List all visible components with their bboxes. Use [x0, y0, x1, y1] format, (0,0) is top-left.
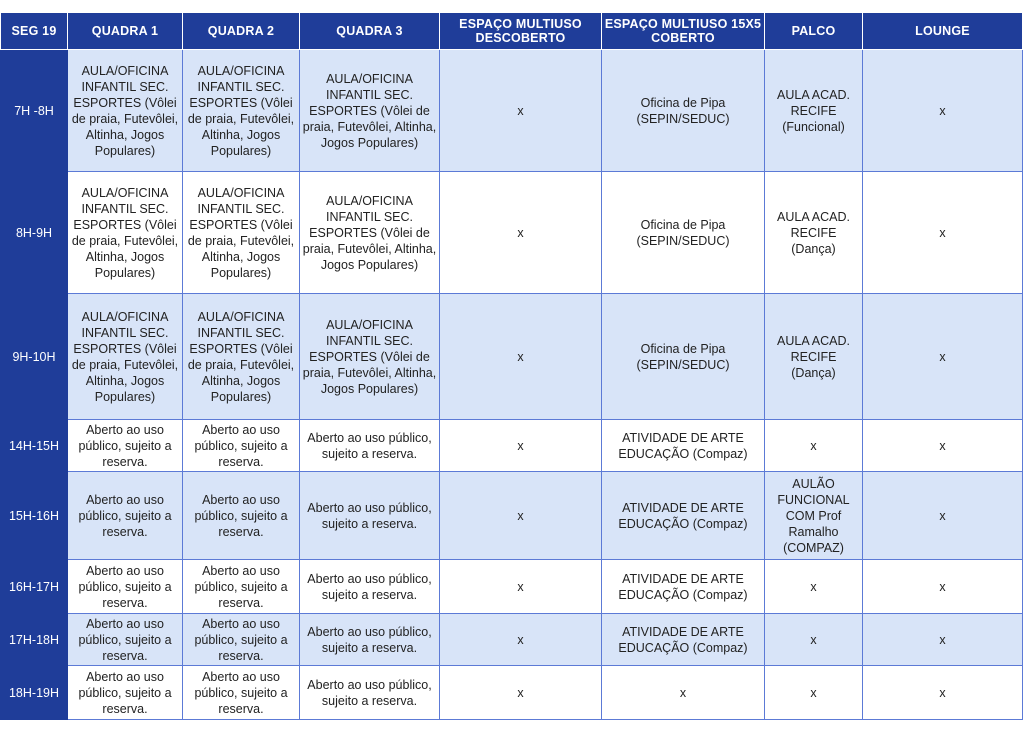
- schedule-container: [0, 12, 1024, 720]
- time-slot: 14H-15H: [1, 420, 68, 472]
- table-cell: Aberto ao uso público, sujeito a reserva.: [183, 614, 300, 666]
- table-cell: AULÃO FUNCIONAL COM Prof Ramalho (COMPAZ): [765, 472, 863, 560]
- table-cell: Aberto ao uso público, sujeito a reserva.: [183, 560, 300, 614]
- column-header-palco: PALCO: [765, 13, 863, 50]
- table-cell: Aberto ao uso público, sujeito a reserva.: [300, 614, 440, 666]
- table-row: [1, 420, 1023, 472]
- table-cell: x: [863, 472, 1023, 560]
- time-slot: 16H-17H: [1, 560, 68, 614]
- table-cell: x: [765, 614, 863, 666]
- table-row: [1, 294, 1023, 420]
- table-cell: Oficina de Pipa (SEPIN/SEDUC): [602, 172, 765, 294]
- table-row: [1, 472, 1023, 560]
- table-cell: x: [440, 50, 602, 172]
- header-row: [1, 13, 1023, 50]
- table-cell: AULA/OFICINA INFANTIL SEC. ESPORTES (Vôlei de praia, Futevôlei, Altinha, Jogos Populares): [300, 50, 440, 172]
- table-cell: ATIVIDADE DE ARTE EDUCAÇÃO (Compaz): [602, 560, 765, 614]
- table-cell: AULA/OFICINA INFANTIL SEC. ESPORTES (Vôlei de praia, Futevôlei, Altinha, Jogos Populares): [68, 50, 183, 172]
- table-cell: x: [863, 560, 1023, 614]
- table-cell: x: [440, 560, 602, 614]
- table-row: [1, 560, 1023, 614]
- schedule-table: [0, 12, 1023, 720]
- table-cell: Aberto ao uso público, sujeito a reserva.: [183, 472, 300, 560]
- time-slot: 8H-9H: [1, 172, 68, 294]
- time-slot: 18H-19H: [1, 666, 68, 720]
- table-cell: Aberto ao uso público, sujeito a reserva.: [68, 614, 183, 666]
- table-cell: x: [440, 472, 602, 560]
- table-cell: x: [440, 666, 602, 720]
- table-cell: x: [765, 666, 863, 720]
- table-cell: x: [440, 420, 602, 472]
- table-cell: Oficina de Pipa (SEPIN/SEDUC): [602, 294, 765, 420]
- table-cell: x: [863, 420, 1023, 472]
- table-cell: AULA/OFICINA INFANTIL SEC. ESPORTES (Vôlei de praia, Futevôlei, Altinha, Jogos Populares): [300, 294, 440, 420]
- table-cell: AULA ACAD. RECIFE (Dança): [765, 294, 863, 420]
- table-cell: AULA/OFICINA INFANTIL SEC. ESPORTES (Vôlei de praia, Futevôlei, Altinha, Jogos Populares): [183, 172, 300, 294]
- table-cell: Aberto ao uso público, sujeito a reserva.: [68, 420, 183, 472]
- table-cell: AULA ACAD. RECIFE (Funcional): [765, 50, 863, 172]
- table-cell: x: [440, 172, 602, 294]
- table-cell: x: [863, 666, 1023, 720]
- table-cell: x: [863, 172, 1023, 294]
- table-cell: AULA/OFICINA INFANTIL SEC. ESPORTES (Vôlei de praia, Futevôlei, Altinha, Jogos Populares): [183, 50, 300, 172]
- table-cell: x: [863, 614, 1023, 666]
- table-cell: AULA/OFICINA INFANTIL SEC. ESPORTES (Vôlei de praia, Futevôlei, Altinha, Jogos Populares): [300, 172, 440, 294]
- table-row: [1, 50, 1023, 172]
- column-header-lounge: LOUNGE: [863, 13, 1023, 50]
- table-cell: Aberto ao uso público, sujeito a reserva.: [300, 560, 440, 614]
- column-header-multiuso-coberto: ESPAÇO MULTIUSO 15X5 COBERTO: [602, 13, 765, 50]
- column-header-quadra-1: QUADRA 1: [68, 13, 183, 50]
- table-cell: AULA ACAD. RECIFE (Dança): [765, 172, 863, 294]
- table-cell: x: [863, 294, 1023, 420]
- table-cell: AULA/OFICINA INFANTIL SEC. ESPORTES (Vôlei de praia, Futevôlei, Altinha, Jogos Populares): [68, 294, 183, 420]
- table-cell: Aberto ao uso público, sujeito a reserva.: [68, 472, 183, 560]
- table-cell: AULA/OFICINA INFANTIL SEC. ESPORTES (Vôlei de praia, Futevôlei, Altinha, Jogos Populares): [183, 294, 300, 420]
- table-cell: x: [602, 666, 765, 720]
- table-cell: Aberto ao uso público, sujeito a reserva.: [300, 666, 440, 720]
- table-cell: x: [765, 560, 863, 614]
- table-cell: Oficina de Pipa (SEPIN/SEDUC): [602, 50, 765, 172]
- table-cell: x: [440, 614, 602, 666]
- time-slot: 9H-10H: [1, 294, 68, 420]
- table-cell: Aberto ao uso público, sujeito a reserva.: [300, 472, 440, 560]
- table-cell: Aberto ao uso público, sujeito a reserva.: [300, 420, 440, 472]
- table-cell: Aberto ao uso público, sujeito a reserva.: [183, 420, 300, 472]
- time-slot: 17H-18H: [1, 614, 68, 666]
- table-cell: x: [863, 50, 1023, 172]
- time-slot: 15H-16H: [1, 472, 68, 560]
- table-cell: Aberto ao uso público, sujeito a reserva.: [183, 666, 300, 720]
- table-cell: ATIVIDADE DE ARTE EDUCAÇÃO (Compaz): [602, 614, 765, 666]
- table-cell: Aberto ao uso público, sujeito a reserva.: [68, 666, 183, 720]
- column-header-quadra-2: QUADRA 2: [183, 13, 300, 50]
- table-cell: ATIVIDADE DE ARTE EDUCAÇÃO (Compaz): [602, 420, 765, 472]
- column-header-multiuso-descoberto: ESPAÇO MULTIUSO DESCOBERTO: [440, 13, 602, 50]
- table-row: [1, 614, 1023, 666]
- column-header-quadra-3: QUADRA 3: [300, 13, 440, 50]
- table-cell: x: [765, 420, 863, 472]
- table-row: [1, 666, 1023, 720]
- table-cell: ATIVIDADE DE ARTE EDUCAÇÃO (Compaz): [602, 472, 765, 560]
- day-header: SEG 19: [1, 13, 68, 50]
- time-slot: 7H -8H: [1, 50, 68, 172]
- table-cell: x: [440, 294, 602, 420]
- table-cell: Aberto ao uso público, sujeito a reserva.: [68, 560, 183, 614]
- table-row: [1, 172, 1023, 294]
- table-cell: AULA/OFICINA INFANTIL SEC. ESPORTES (Vôlei de praia, Futevôlei, Altinha, Jogos Populares): [68, 172, 183, 294]
